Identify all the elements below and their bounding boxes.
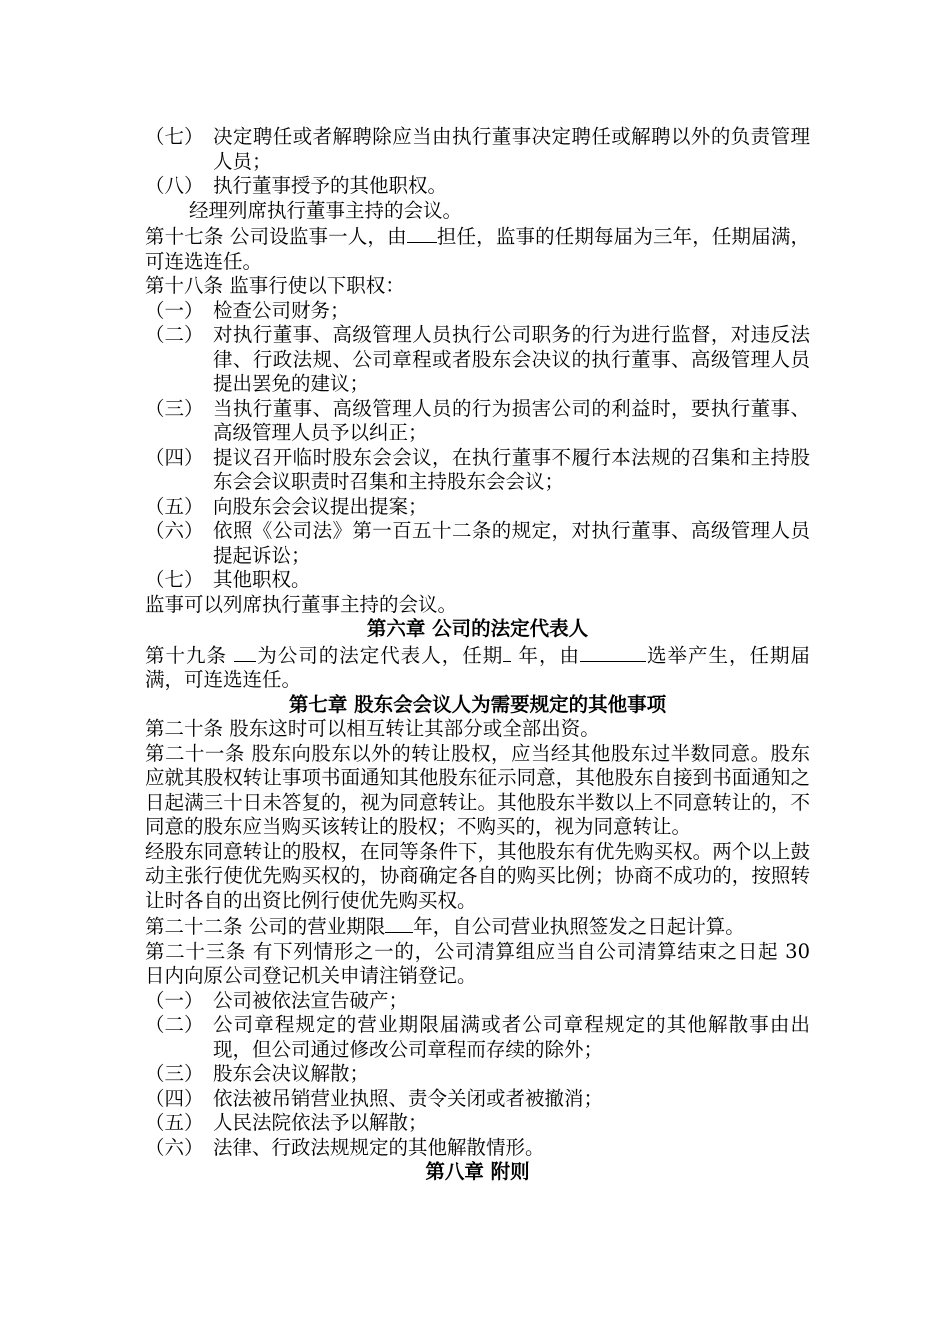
blank-field [385,913,413,933]
supervisor-attend-paragraph: 监事可以列席执行董事主持的会议。 [145,592,458,616]
article-21: 第二十一条 股东向股东以外的转让股权，应当经其他股东过半数同意。股东应就其股权转让事项书面通知其他股东征示同意，其他股东自接到书面通知之日起满三十日未答复的，视为同意转让。其他股东半数以上不同意转让的，不同意的股东应当购买该转让的股权；不购买的，视为同意转让。 [145,741,810,838]
list-item [145,174,810,199]
list-item: （四） 依法被吊销营业执照、责令关闭或者被撤消； [145,1086,604,1110]
list-item: （一） 公司被依法宣告破产； [145,988,409,1012]
item-text: 执行董事授予的其他职权。 [213,174,448,197]
list-item: （三） 股东会决议解散； [145,1062,370,1085]
blank-field [407,223,437,243]
list-item: （四） 提议召开临时股东会会议，在执行董事不履行本法规的召集和主持股东会会议职责时召集和主持股东会会议； [145,445,810,493]
list-item: （三） 当执行董事、高级管理人员的行为损害公司的利益时，要执行董事、高级管理人员予以纠正； [145,396,810,444]
chapter-8-heading: 第八章 附则 [425,1160,530,1183]
blank-field [234,642,256,662]
list-item: （五） 人民法院依法予以解散； [145,1111,428,1134]
list-item: （二） 对执行董事、高级管理人员执行公司职务的行为进行监督，对违反法律、行政法规、公司章程或者股东会决议的执行董事、高级管理人员提出罢免的建议； [145,323,810,395]
supervisor-powers-list [145,299,810,593]
article-20: 第二十条 股东这时可以相互转让其部分或全部出资。 [145,717,600,740]
list-item: （五） 向股东会会议提出提案； [145,494,428,518]
item-text: 决定聘任或者解聘除应当由执行董事决定聘任或解聘以外的负责管理人员； [213,125,810,173]
list-item: （二） 公司章程规定的营业期限届满或者公司章程规定的其他解散事由出现，但公司通过修改公司章程而存续的除外； [145,1013,810,1061]
item-number: （七） [145,125,204,148]
blank-field [580,642,646,662]
list-item: （六） 法律、行政法规规定的其他解散情形。 [145,1135,545,1159]
manager-attend-paragraph: 经理列席执行董事主持的会议。 [189,198,463,222]
chapter-7-heading: 第七章 股东会会议人为需要规定的其他事项 [288,692,667,716]
dissolution-list [145,989,810,1161]
article-21-continued: 经股东同意转让的股权，在同等条件下，其他股东有优先购买权。两个以上鼓动主张行使优先购买权的，协商确定各自的购买比例；协商不成功的，按照转让时各自的出资比例行使优先购买权。 [145,839,810,912]
article-23: 第二十三条 有下列情形之一的，公司清算组应当自公司清算结束之日起 30 日内向原公司登记机关申请注销登记。 [145,939,810,987]
article-18: 第十八条 监事行使以下职权： [145,274,405,297]
article-22: 第二十二条 公司的营业期限 年，自公司营业执照签发之日起计算。 [145,915,745,938]
chapter-6-heading: 第六章 公司的法定代表人 [366,617,589,640]
list-item: （六） 依照《公司法》第一百五十二条的规定，对执行董事、高级管理人员提起诉讼； [145,519,810,567]
article-17: 第十七条 公司设监事一人，由 担任，监事的任期每届为三年，任期届满，可连选连任。 [145,225,810,273]
list-item: （一） 检查公司财务； [145,298,350,322]
list-item [145,125,810,174]
item-number: （八） [145,174,204,197]
article-19: 第十九条 为公司的法定代表人，任期 年，由 选举产生，任期届满，可连选连任。 [145,643,810,691]
list-item: （七） 其他职权。 [145,568,311,591]
document-page [145,125,810,1185]
